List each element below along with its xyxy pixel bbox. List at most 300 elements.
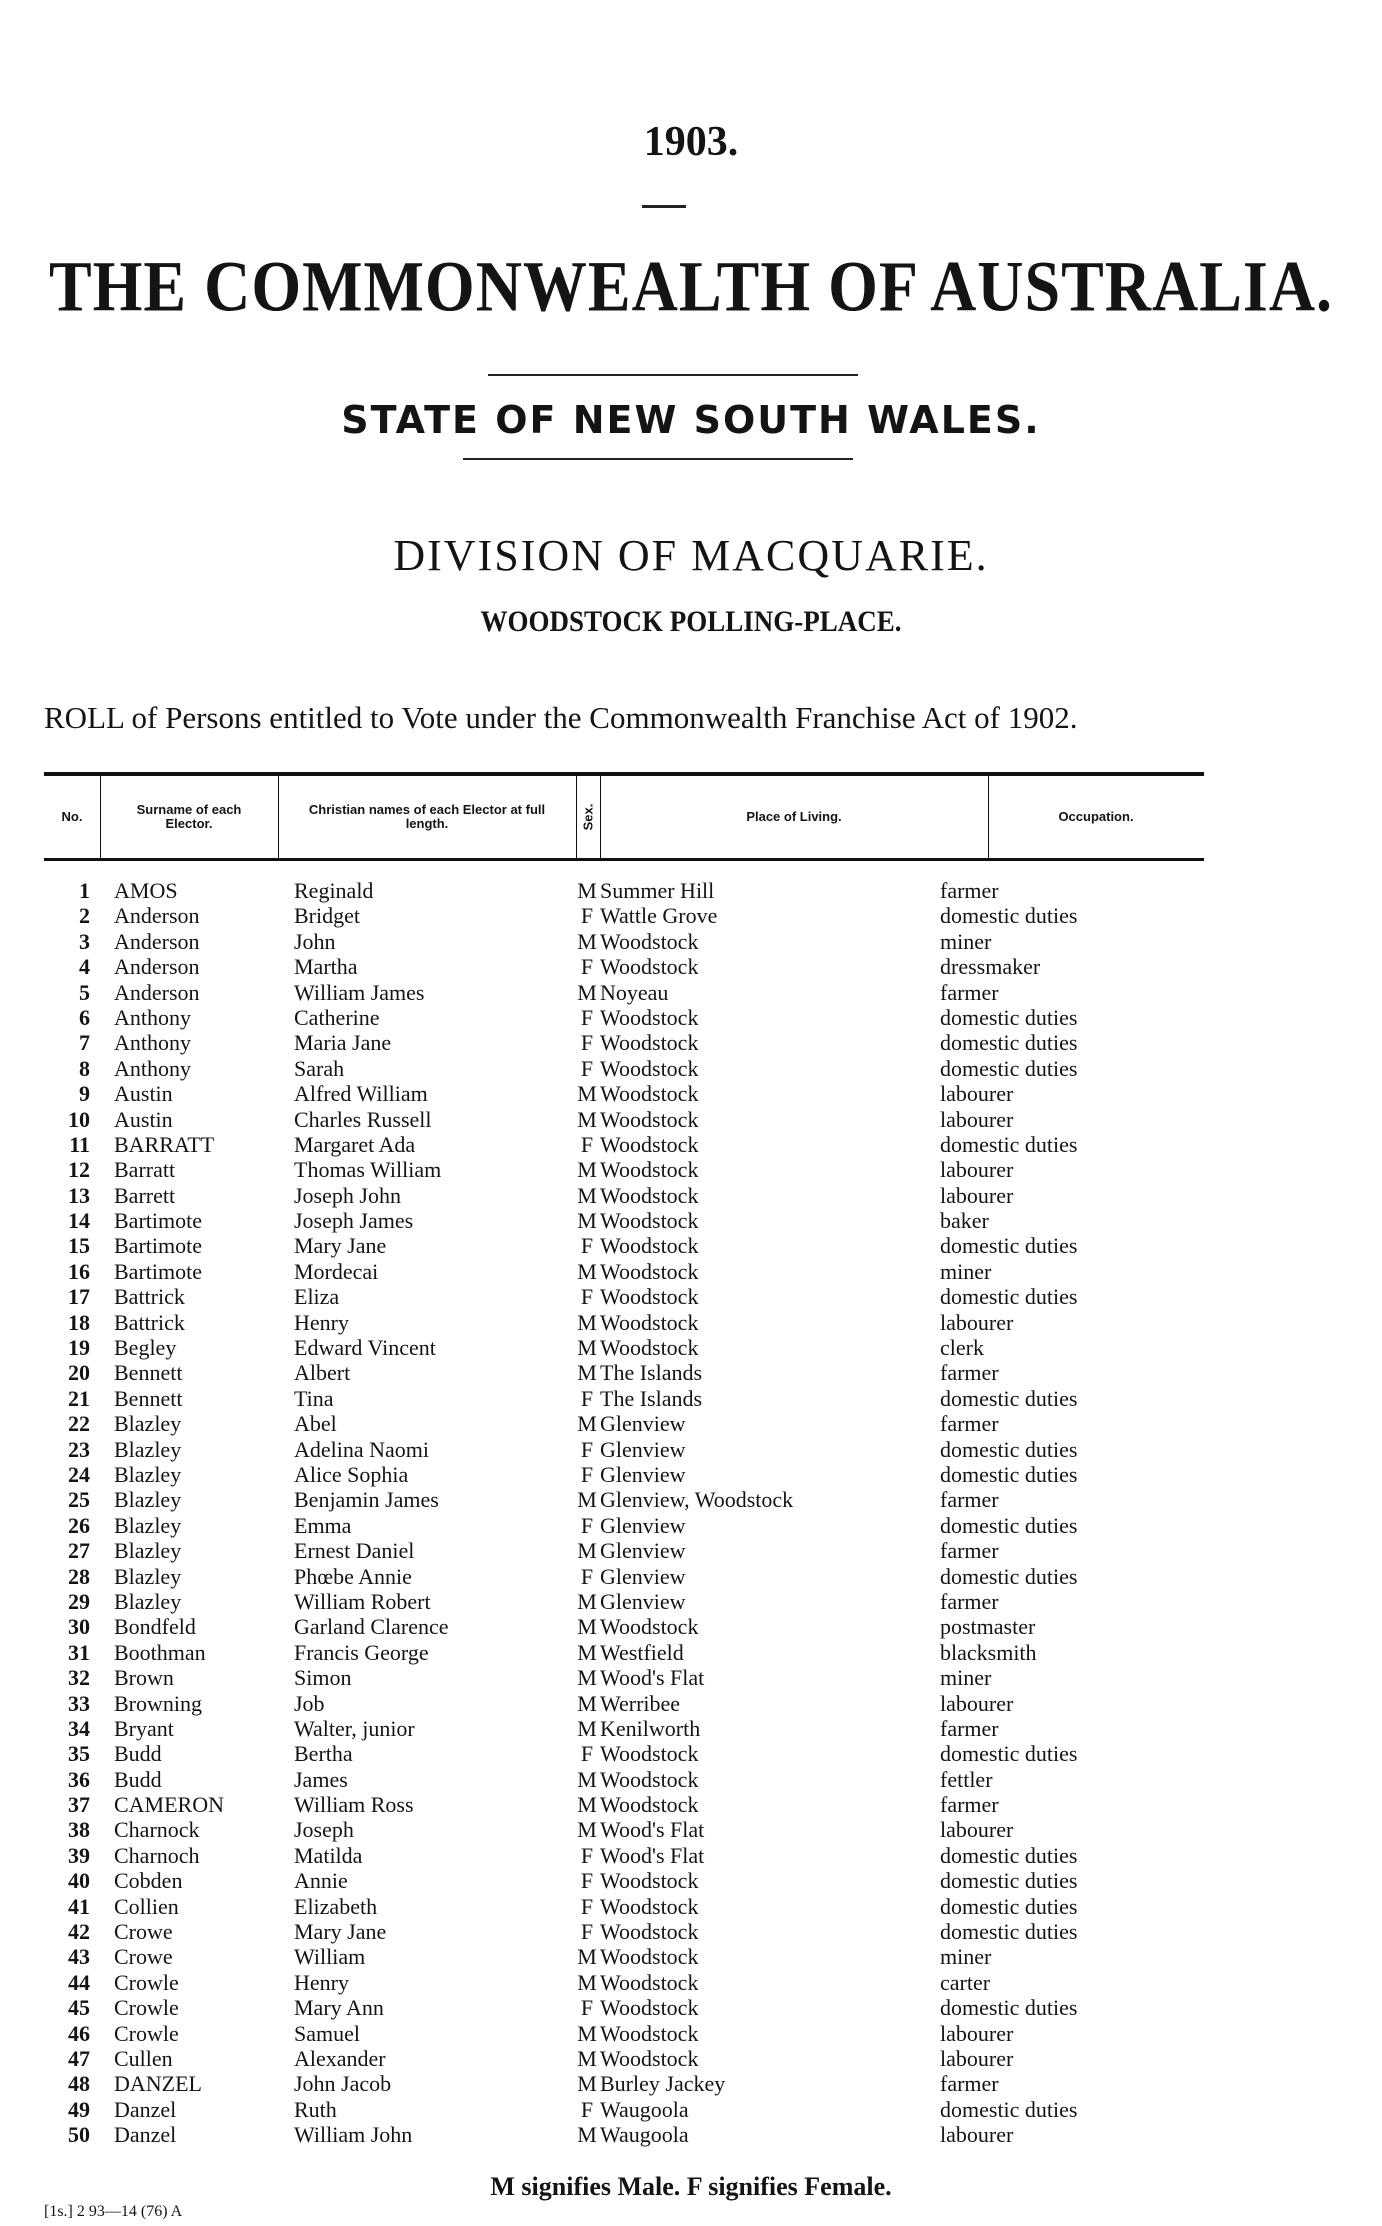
- elector-number: 2: [79, 903, 90, 929]
- elector-christian-names: Joseph James: [294, 1208, 414, 1234]
- elector-place: Woodstock: [600, 1106, 699, 1132]
- elector-occupation: domestic duties: [940, 1233, 1078, 1259]
- elector-sex: F: [580, 1004, 594, 1030]
- elector-occupation: labourer: [940, 1309, 1014, 1335]
- elector-surname: Bryant: [114, 1715, 174, 1741]
- elector-place: Woodstock: [600, 1081, 699, 1107]
- elector-number: 3: [79, 928, 90, 954]
- column-header-sex-label: Sex.: [580, 803, 595, 831]
- elector-place: Woodstock: [600, 1614, 699, 1640]
- elector-sex: M: [577, 1766, 597, 1792]
- elector-number: 16: [68, 1258, 90, 1284]
- elector-surname: Anderson: [114, 979, 200, 1005]
- elector-surname: Blazley: [114, 1512, 182, 1538]
- table-row: [44, 1944, 1204, 1969]
- elector-surname: Blazley: [114, 1563, 182, 1589]
- elector-sex: F: [580, 1131, 594, 1157]
- elector-number: 17: [68, 1284, 90, 1310]
- elector-place: Burley Jackey: [600, 2071, 726, 2097]
- elector-occupation: miner: [940, 1258, 992, 1284]
- elector-occupation: farmer: [940, 1792, 999, 1818]
- elector-christian-names: Mary Ann: [294, 1995, 384, 2021]
- elector-surname: Battrick: [114, 1309, 185, 1335]
- elector-place: Woodstock: [600, 1030, 699, 1056]
- column-header-christian-names: Christian names of each Elector at full length.: [308, 802, 546, 831]
- elector-surname: Bondfeld: [114, 1614, 196, 1640]
- elector-occupation: miner: [940, 1665, 992, 1691]
- polling-place-title: WOODSTOCK POLLING-PLACE.: [480, 604, 902, 638]
- elector-number: 41: [68, 1893, 90, 1919]
- column-header-occupation: Occupation.: [1058, 809, 1134, 824]
- elector-place: Woodstock: [600, 1893, 699, 1919]
- elector-christian-names: Phœbe Annie: [294, 1563, 412, 1589]
- elector-place: Woodstock: [600, 1182, 699, 1208]
- elector-place: Wood's Flat: [600, 1665, 705, 1691]
- elector-christian-names: William: [294, 1944, 366, 1970]
- state-title: STATE OF NEW SOUTH WALES.: [341, 398, 1041, 442]
- elector-sex: F: [580, 1512, 594, 1538]
- table-row: [44, 1335, 1204, 1360]
- elector-place: Woodstock: [600, 1766, 699, 1792]
- elector-place: Woodstock: [600, 1944, 699, 1970]
- table-row: [44, 1843, 1204, 1868]
- elector-christian-names: Ernest Daniel: [294, 1538, 415, 1564]
- elector-christian-names: Bertha: [294, 1741, 353, 1767]
- table-row: [44, 929, 1204, 954]
- elector-christian-names: Joseph: [294, 1817, 354, 1843]
- elector-christian-names: William John: [294, 2122, 413, 2148]
- elector-occupation: domestic duties: [940, 1868, 1078, 1894]
- elector-christian-names: Walter, junior: [294, 1715, 415, 1741]
- elector-number: 33: [68, 1690, 90, 1716]
- elector-sex: F: [580, 954, 594, 980]
- elector-sex: F: [580, 1563, 594, 1589]
- elector-surname: Brown: [114, 1665, 174, 1691]
- elector-christian-names: Henry: [294, 1969, 349, 1995]
- elector-christian-names: Adelina Naomi: [294, 1436, 430, 1462]
- elector-surname: Anderson: [114, 903, 200, 929]
- elector-surname: CAMERON: [114, 1792, 225, 1818]
- elector-sex: M: [577, 1690, 597, 1716]
- elector-christian-names: Martha: [294, 954, 358, 980]
- elector-surname: Anthony: [114, 1004, 191, 1030]
- elector-number: 35: [68, 1741, 90, 1767]
- elector-sex: M: [577, 1969, 597, 1995]
- elector-sex: F: [580, 1893, 594, 1919]
- elector-christian-names: Alice Sophia: [294, 1461, 409, 1487]
- elector-sex: M: [577, 878, 597, 903]
- elector-number: 5: [79, 979, 90, 1005]
- elector-surname: Crowle: [114, 1995, 179, 2021]
- elector-number: 26: [68, 1512, 90, 1538]
- elector-sex: F: [580, 1055, 594, 1081]
- elector-christian-names: Benjamin James: [294, 1487, 439, 1513]
- elector-number: 15: [68, 1233, 90, 1259]
- elector-surname: Anderson: [114, 954, 200, 980]
- elector-occupation: labourer: [940, 1690, 1014, 1716]
- elector-occupation: farmer: [940, 1411, 999, 1437]
- elector-surname: Crowle: [114, 2020, 179, 2046]
- elector-surname: Crowle: [114, 1969, 179, 1995]
- elector-place: Woodstock: [600, 1969, 699, 1995]
- elector-surname: Crowe: [114, 1944, 173, 1970]
- elector-surname: Anderson: [114, 928, 200, 954]
- elector-christian-names: Tina: [294, 1385, 334, 1411]
- elector-sex: M: [577, 1715, 597, 1741]
- elector-number: 20: [68, 1360, 90, 1386]
- elector-number: 19: [68, 1335, 90, 1361]
- elector-sex: M: [577, 928, 597, 954]
- table-row: [44, 2122, 1204, 2147]
- elector-occupation: labourer: [940, 2020, 1014, 2046]
- elector-surname: Charnoch: [114, 1842, 200, 1868]
- table-row: [44, 1462, 1204, 1487]
- elector-place: Woodstock: [600, 1131, 699, 1157]
- table-row: [44, 903, 1204, 928]
- elector-place: Woodstock: [600, 1004, 699, 1030]
- elector-occupation: domestic duties: [940, 1512, 1078, 1538]
- elector-sex: F: [580, 2096, 594, 2122]
- elector-surname: DANZEL: [114, 2071, 202, 2097]
- elector-number: 4: [79, 954, 90, 980]
- elector-sex: F: [580, 1868, 594, 1894]
- elector-number: 29: [68, 1588, 90, 1614]
- elector-number: 27: [68, 1538, 90, 1564]
- commonwealth-title: THE COMMONWEALTH OF AUSTRALIA.: [48, 246, 1334, 327]
- elector-occupation: miner: [940, 928, 992, 954]
- elector-surname: Danzel: [114, 2096, 177, 2122]
- elector-place: Glenview: [600, 1436, 686, 1462]
- elector-christian-names: Garland Clarence: [294, 1614, 449, 1640]
- column-header-no: No.: [61, 809, 83, 824]
- elector-occupation: clerk: [940, 1335, 984, 1361]
- elector-sex: M: [577, 1258, 597, 1284]
- elector-list: [44, 878, 1204, 2148]
- elector-surname: Austin: [114, 1106, 173, 1132]
- elector-occupation: domestic duties: [940, 1919, 1078, 1945]
- elector-place: Glenview: [600, 1512, 686, 1538]
- elector-occupation: farmer: [940, 878, 999, 903]
- elector-surname: Austin: [114, 1081, 173, 1107]
- elector-christian-names: Simon: [294, 1665, 352, 1691]
- column-header-sex: [576, 776, 600, 858]
- elector-number: 8: [79, 1055, 90, 1081]
- elector-occupation: domestic duties: [940, 1893, 1078, 1919]
- print-code: [1s.] 2 93—14 (76) A: [44, 2203, 183, 2220]
- elector-christian-names: Eliza: [294, 1284, 340, 1310]
- elector-number: 45: [68, 1995, 90, 2021]
- table-row: [44, 1970, 1204, 1995]
- elector-sex: F: [580, 903, 594, 929]
- elector-christian-names: Joseph John: [294, 1182, 401, 1208]
- elector-sex: M: [577, 1639, 597, 1665]
- elector-surname: Collien: [114, 1893, 179, 1919]
- elector-surname: Anthony: [114, 1055, 191, 1081]
- elector-christian-names: Alexander: [294, 2045, 386, 2071]
- elector-surname: Boothman: [114, 1639, 206, 1665]
- elector-christian-names: William James: [294, 979, 425, 1005]
- table-row: [44, 1107, 1204, 1132]
- elector-surname: Blazley: [114, 1487, 182, 1513]
- elector-occupation: fettler: [940, 1766, 993, 1792]
- table-row: [44, 1716, 1204, 1741]
- elector-place: Glenview: [600, 1563, 686, 1589]
- elector-occupation: domestic duties: [940, 1563, 1078, 1589]
- elector-christian-names: Alfred William: [294, 1081, 428, 1107]
- elector-christian-names: William Ross: [294, 1792, 414, 1818]
- elector-christian-names: Francis George: [294, 1639, 429, 1665]
- elector-sex: M: [577, 1309, 597, 1335]
- elector-surname: Battrick: [114, 1284, 185, 1310]
- elector-surname: Blazley: [114, 1461, 182, 1487]
- elector-christian-names: Bridget: [294, 903, 360, 929]
- elector-place: Summer Hill: [600, 878, 715, 903]
- table-row: [44, 1665, 1204, 1690]
- column-header-place: Place of Living.: [746, 809, 842, 824]
- elector-occupation: domestic duties: [940, 1842, 1078, 1868]
- table-row: [44, 1487, 1204, 1512]
- elector-place: Woodstock: [600, 1055, 699, 1081]
- table-row: [44, 1767, 1204, 1792]
- divider-rule: [642, 205, 686, 208]
- elector-christian-names: James: [294, 1766, 348, 1792]
- table-row: [44, 1614, 1204, 1639]
- table-row: [44, 1081, 1204, 1106]
- roll-title: ROLL of Persons entitled to Vote under the Commonwealth Franchise Act of 1902.: [44, 700, 1078, 735]
- elector-surname: Blazley: [114, 1538, 182, 1564]
- elector-sex: M: [577, 979, 597, 1005]
- elector-sex: F: [580, 1436, 594, 1462]
- elector-number: 38: [68, 1817, 90, 1843]
- elector-christian-names: William Robert: [294, 1588, 431, 1614]
- elector-sex: F: [580, 1461, 594, 1487]
- elector-number: 12: [68, 1157, 90, 1183]
- division-title: DIVISION OF MACQUARIE.: [393, 531, 989, 580]
- elector-surname: BARRATT: [114, 1131, 215, 1157]
- table-row: [44, 2097, 1204, 2122]
- elector-sex: M: [577, 1792, 597, 1818]
- elector-sex: F: [580, 1842, 594, 1868]
- elector-occupation: domestic duties: [940, 1741, 1078, 1767]
- elector-surname: AMOS: [114, 878, 178, 903]
- elector-place: Glenview, Woodstock: [600, 1487, 794, 1513]
- elector-sex: M: [577, 1411, 597, 1437]
- table-row: [44, 1411, 1204, 1436]
- elector-place: Glenview: [600, 1588, 686, 1614]
- elector-christian-names: John: [294, 928, 336, 954]
- elector-sex: F: [580, 1233, 594, 1259]
- divider-rule: [488, 374, 858, 376]
- elector-christian-names: Sarah: [294, 1055, 345, 1081]
- elector-place: The Islands: [600, 1360, 703, 1386]
- elector-place: Woodstock: [600, 1233, 699, 1259]
- table-row: [44, 1538, 1204, 1563]
- table-row: [44, 1437, 1204, 1462]
- elector-place: Waugoola: [600, 2122, 689, 2148]
- table-row: [44, 1030, 1204, 1055]
- elector-number: 40: [68, 1868, 90, 1894]
- elector-occupation: dressmaker: [940, 954, 1041, 980]
- elector-occupation: farmer: [940, 979, 999, 1005]
- table-row: [44, 1259, 1204, 1284]
- elector-place: Woodstock: [600, 1157, 699, 1183]
- elector-sex: M: [577, 1157, 597, 1183]
- elector-christian-names: Henry: [294, 1309, 349, 1335]
- table-row: [44, 1132, 1204, 1157]
- elector-occupation: labourer: [940, 1106, 1014, 1132]
- elector-number: 46: [68, 2020, 90, 2046]
- elector-surname: Barratt: [114, 1157, 176, 1183]
- elector-number: 10: [68, 1106, 90, 1132]
- elector-number: 36: [68, 1766, 90, 1792]
- elector-place: Woodstock: [600, 928, 699, 954]
- elector-number: 30: [68, 1614, 90, 1640]
- elector-surname: Cullen: [114, 2045, 173, 2071]
- elector-occupation: domestic duties: [940, 1436, 1078, 1462]
- elector-christian-names: Elizabeth: [294, 1893, 378, 1919]
- elector-christian-names: Catherine: [294, 1004, 380, 1030]
- elector-sex: M: [577, 1538, 597, 1564]
- elector-surname: Blazley: [114, 1588, 182, 1614]
- elector-sex: M: [577, 2020, 597, 2046]
- elector-place: Wattle Grove: [600, 903, 718, 929]
- elector-place: Woodstock: [600, 1868, 699, 1894]
- elector-sex: M: [577, 1360, 597, 1386]
- elector-sex: M: [577, 2071, 597, 2097]
- elector-number: 6: [79, 1004, 90, 1030]
- elector-christian-names: Matilda: [294, 1842, 363, 1868]
- elector-surname: Blazley: [114, 1411, 182, 1437]
- elector-number: 7: [79, 1030, 90, 1056]
- elector-occupation: farmer: [940, 1715, 999, 1741]
- elector-christian-names: Emma: [294, 1512, 352, 1538]
- elector-sex: M: [577, 1944, 597, 1970]
- elector-christian-names: Samuel: [294, 2020, 360, 2046]
- elector-place: Woodstock: [600, 1335, 699, 1361]
- elector-christian-names: Mary Jane: [294, 1233, 387, 1259]
- elector-place: Woodstock: [600, 1919, 699, 1945]
- elector-surname: Barrett: [114, 1182, 176, 1208]
- elector-number: 49: [68, 2096, 90, 2122]
- table-row: [44, 2021, 1204, 2046]
- table-row: [44, 1157, 1204, 1182]
- elector-occupation: postmaster: [940, 1614, 1036, 1640]
- table-row: [44, 1513, 1204, 1538]
- table-row: [44, 2046, 1204, 2071]
- elector-number: 37: [68, 1792, 90, 1818]
- elector-surname: Danzel: [114, 2122, 177, 2148]
- elector-place: Wood's Flat: [600, 1842, 705, 1868]
- elector-christian-names: Mordecai: [294, 1258, 379, 1284]
- elector-christian-names: Charles Russell: [294, 1106, 432, 1132]
- elector-occupation: farmer: [940, 1360, 999, 1386]
- elector-christian-names: Ruth: [294, 2096, 337, 2122]
- elector-surname: Bartimote: [114, 1208, 202, 1234]
- elector-number: 11: [69, 1131, 90, 1157]
- elector-sex: F: [580, 1995, 594, 2021]
- divider-rule: [463, 458, 853, 460]
- table-row: [44, 1792, 1204, 1817]
- elector-place: Noyeau: [600, 979, 669, 1005]
- elector-number: 13: [68, 1182, 90, 1208]
- table-header: [44, 772, 1204, 861]
- elector-occupation: farmer: [940, 1487, 999, 1513]
- elector-surname: Bennett: [114, 1385, 183, 1411]
- elector-occupation: carter: [940, 1969, 991, 1995]
- table-row: [44, 1233, 1204, 1258]
- elector-surname: Budd: [114, 1741, 162, 1767]
- elector-place: Woodstock: [600, 1258, 699, 1284]
- column-header-surname: Surname of each Elector.: [136, 802, 242, 831]
- elector-place: Woodstock: [600, 1208, 699, 1234]
- elector-occupation: domestic duties: [940, 1995, 1078, 2021]
- elector-sex: M: [577, 1081, 597, 1107]
- elector-number: 34: [68, 1715, 90, 1741]
- elector-surname: Budd: [114, 1766, 162, 1792]
- elector-occupation: domestic duties: [940, 1030, 1078, 1056]
- elector-surname: Bartimote: [114, 1258, 202, 1284]
- elector-surname: Cobden: [114, 1868, 183, 1894]
- elector-place: Woodstock: [600, 2045, 699, 2071]
- elector-place: Woodstock: [600, 954, 699, 980]
- elector-occupation: labourer: [940, 2045, 1014, 2071]
- elector-occupation: domestic duties: [940, 1055, 1078, 1081]
- table-row: [44, 1640, 1204, 1665]
- elector-occupation: domestic duties: [940, 2096, 1078, 2122]
- table-row: [44, 1589, 1204, 1614]
- elector-place: Werribee: [600, 1690, 681, 1716]
- table-row: [44, 1310, 1204, 1335]
- elector-occupation: domestic duties: [940, 1004, 1078, 1030]
- elector-sex: M: [577, 1588, 597, 1614]
- elector-occupation: labourer: [940, 1081, 1014, 1107]
- elector-sex: M: [577, 1817, 597, 1843]
- elector-christian-names: Annie: [294, 1868, 348, 1894]
- elector-number: 47: [68, 2045, 90, 2071]
- elector-occupation: labourer: [940, 1817, 1014, 1843]
- elector-number: 9: [79, 1081, 90, 1107]
- elector-occupation: baker: [940, 1208, 989, 1234]
- table-row: [44, 1005, 1204, 1030]
- elector-christian-names: Albert: [294, 1360, 351, 1386]
- elector-sex: M: [577, 1665, 597, 1691]
- table-row: [44, 2071, 1204, 2096]
- year-heading: 1903.: [643, 119, 739, 165]
- elector-sex: F: [580, 1030, 594, 1056]
- elector-occupation: blacksmith: [940, 1639, 1037, 1665]
- table-row: [44, 1208, 1204, 1233]
- elector-occupation: labourer: [940, 2122, 1014, 2148]
- elector-sex: F: [580, 1385, 594, 1411]
- elector-surname: Bartimote: [114, 1233, 202, 1259]
- elector-place: Glenview: [600, 1461, 686, 1487]
- elector-place: Glenview: [600, 1538, 686, 1564]
- table-row: [44, 1360, 1204, 1385]
- elector-sex: M: [577, 1487, 597, 1513]
- table-row: [44, 1995, 1204, 2020]
- elector-place: Woodstock: [600, 1284, 699, 1310]
- elector-occupation: domestic duties: [940, 1461, 1078, 1487]
- elector-sex: M: [577, 1614, 597, 1640]
- elector-sex: M: [577, 1208, 597, 1234]
- elector-occupation: domestic duties: [940, 1385, 1078, 1411]
- elector-place: The Islands: [600, 1385, 703, 1411]
- elector-place: Woodstock: [600, 2020, 699, 2046]
- elector-place: Wood's Flat: [600, 1817, 705, 1843]
- elector-number: 21: [68, 1385, 90, 1411]
- table-row: [44, 1564, 1204, 1589]
- elector-occupation: farmer: [940, 1538, 999, 1564]
